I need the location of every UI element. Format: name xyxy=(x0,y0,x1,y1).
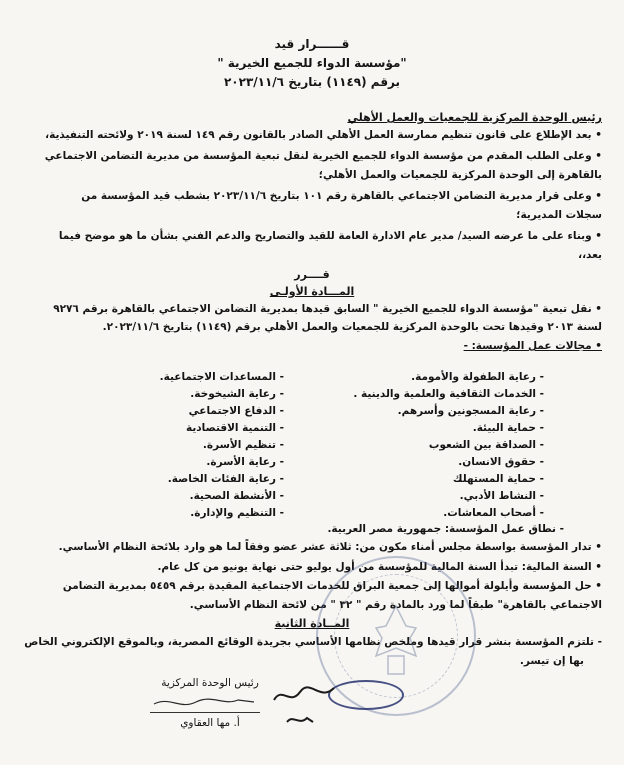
article-2-line: - تلتزم المؤسسة بنشر قرار قيدها وملخص نظامها الأساسي بجريدة الوقائع المصرية، وبالموقع الإلكتروني الخاص xyxy=(24,636,602,648)
signature-scribble-icon xyxy=(150,692,260,712)
activities-heading: • مجالات عمل المؤسسة: - xyxy=(463,340,602,352)
activity-item: - حماية المستهلك xyxy=(452,473,544,485)
dissolution-line: الاجتماعي بالقاهرة" طبقاً لما ورد بالمادة رقم " ٣٢ " من لائحة النظام الأساسي. xyxy=(189,599,602,611)
activity-item: - التنظيم والإدارة. xyxy=(190,507,284,519)
board-line: • تدار المؤسسة بواسطة مجلس أمناء مكون من: ثلاثة عشر عضو وفقاً لما هو وارد بلائحة النظام الأساسي. xyxy=(58,541,602,553)
article-1-title: المـــادة الأولـى xyxy=(269,285,355,298)
activity-item: - النشاط الأدبي. xyxy=(459,490,544,502)
activity-item: - أصحاب المعاشات. xyxy=(443,507,544,519)
preamble-line: • بعد الإطلاع على قانون تنظيم ممارسة العمل الأهلي الصادر بالقانون رقم ١٤٩ لسنة ٢٠١٩ ولائحته التنفيذية، xyxy=(45,129,602,141)
preamble-line: • وبناء على ما عرضه السيد/ مدير عام الادارة العامة للقيد والتصاريح والدعم الفني بشأن ما هو موضح فيما xyxy=(58,230,602,242)
scope-line: - نطاق عمل المؤسسة: جمهورية مصر العربية. xyxy=(327,523,564,535)
activity-item: - حماية البيئة. xyxy=(472,422,544,434)
activity-item: - الأنشطة الصحية. xyxy=(189,490,284,502)
activity-item: - رعاية الشيخوخة. xyxy=(190,388,284,400)
activity-item: - الدفاع الاجتماعي xyxy=(188,405,284,417)
fiscal-year-line: • السنة المالية: تبدأ السنة المالية للمؤسسة من أول يوليو حتى نهاية يونيو من كل عام. xyxy=(157,561,602,573)
issuer-heading: رئيس الوحدة المركزية للجمعيات والعمل الأهلي xyxy=(347,111,602,124)
article-1-line: لسنة ٢٠١٣ وقيدها تحت بالوحدة المركزية للجمعيات والعمل الأهلي برقم (١١٤٩) بتاريخ ٢٠٢٣/١١/٦. xyxy=(102,321,602,333)
activity-item: - رعاية المسجونين وأسرهم. xyxy=(397,405,544,417)
article-1-line: • نقل تبعية "مؤسسة الدواء للجميع الخيرية " السابق قيدها بمديرية التضامن الاجتماعي بالقاهرة برقم ٩٢٧٦ xyxy=(53,303,602,315)
decree-title: قــــــرار قيد xyxy=(274,37,350,51)
activity-item: - المساعدات الاجتماعية. xyxy=(159,371,284,383)
activity-item: - رعاية الطفولة والأمومة. xyxy=(411,371,544,383)
preamble-line: بعد،، xyxy=(578,249,602,261)
decision-title: قــــرر xyxy=(294,268,330,281)
preamble-line: سجلات المديرية؛ xyxy=(516,209,602,221)
activity-item: - التنمية الاقتصادية xyxy=(185,422,284,434)
preamble-line: • وعلى الطلب المقدم من مؤسسة الدواء للجميع الخيرية لنقل تبعية المؤسسة من مديرية التضامن الاجتماعي xyxy=(44,150,602,162)
preamble-line: • وعلى قرار مديرية التضامن الاجتماعي بالقاهرة رقم ١٠١ بتاريخ ٢٠٢٣/١١/٦ بشطب قيد المؤسسة من xyxy=(81,190,602,202)
decree-number-date: برقم (١١٤٩) بتاريخ ٢٠٢٣/١١/٦ xyxy=(223,75,401,89)
preamble-line: بالقاهرة إلى الوحدة المركزية للجمعيات والعمل الأهلي؛ xyxy=(318,169,602,181)
dissolution-line: • حل المؤسسة وأيلولة أموالها إلى جمعية البراق للخدمات الاجتماعية المقيدة برقم ٥٤٥٩ بمديرية التضامن xyxy=(62,580,602,592)
article-2-line: بها إن تيسر. xyxy=(519,655,584,667)
activity-item: - رعاية الأسرة. xyxy=(206,456,284,468)
activity-item: - الصداقة بين الشعوب xyxy=(428,439,544,451)
organization-name: "مؤسسة الدواء للجميع الخيرية " xyxy=(217,56,407,70)
signatory-name: أ. مها العقاوي xyxy=(180,717,240,729)
activity-item: - تنظيم الأسرة. xyxy=(202,439,284,451)
activity-item: - الخدمات الثقافية والعلمية والدينية . xyxy=(353,388,544,400)
activity-item: - حقوق الانسان. xyxy=(458,456,544,468)
signature-line xyxy=(150,712,260,713)
article-2-title: المــادة الثانية xyxy=(274,617,350,630)
activity-item: - رعاية الفئات الخاصة. xyxy=(167,473,284,485)
signatory-role: رئيس الوحدة المركزية xyxy=(161,677,259,689)
